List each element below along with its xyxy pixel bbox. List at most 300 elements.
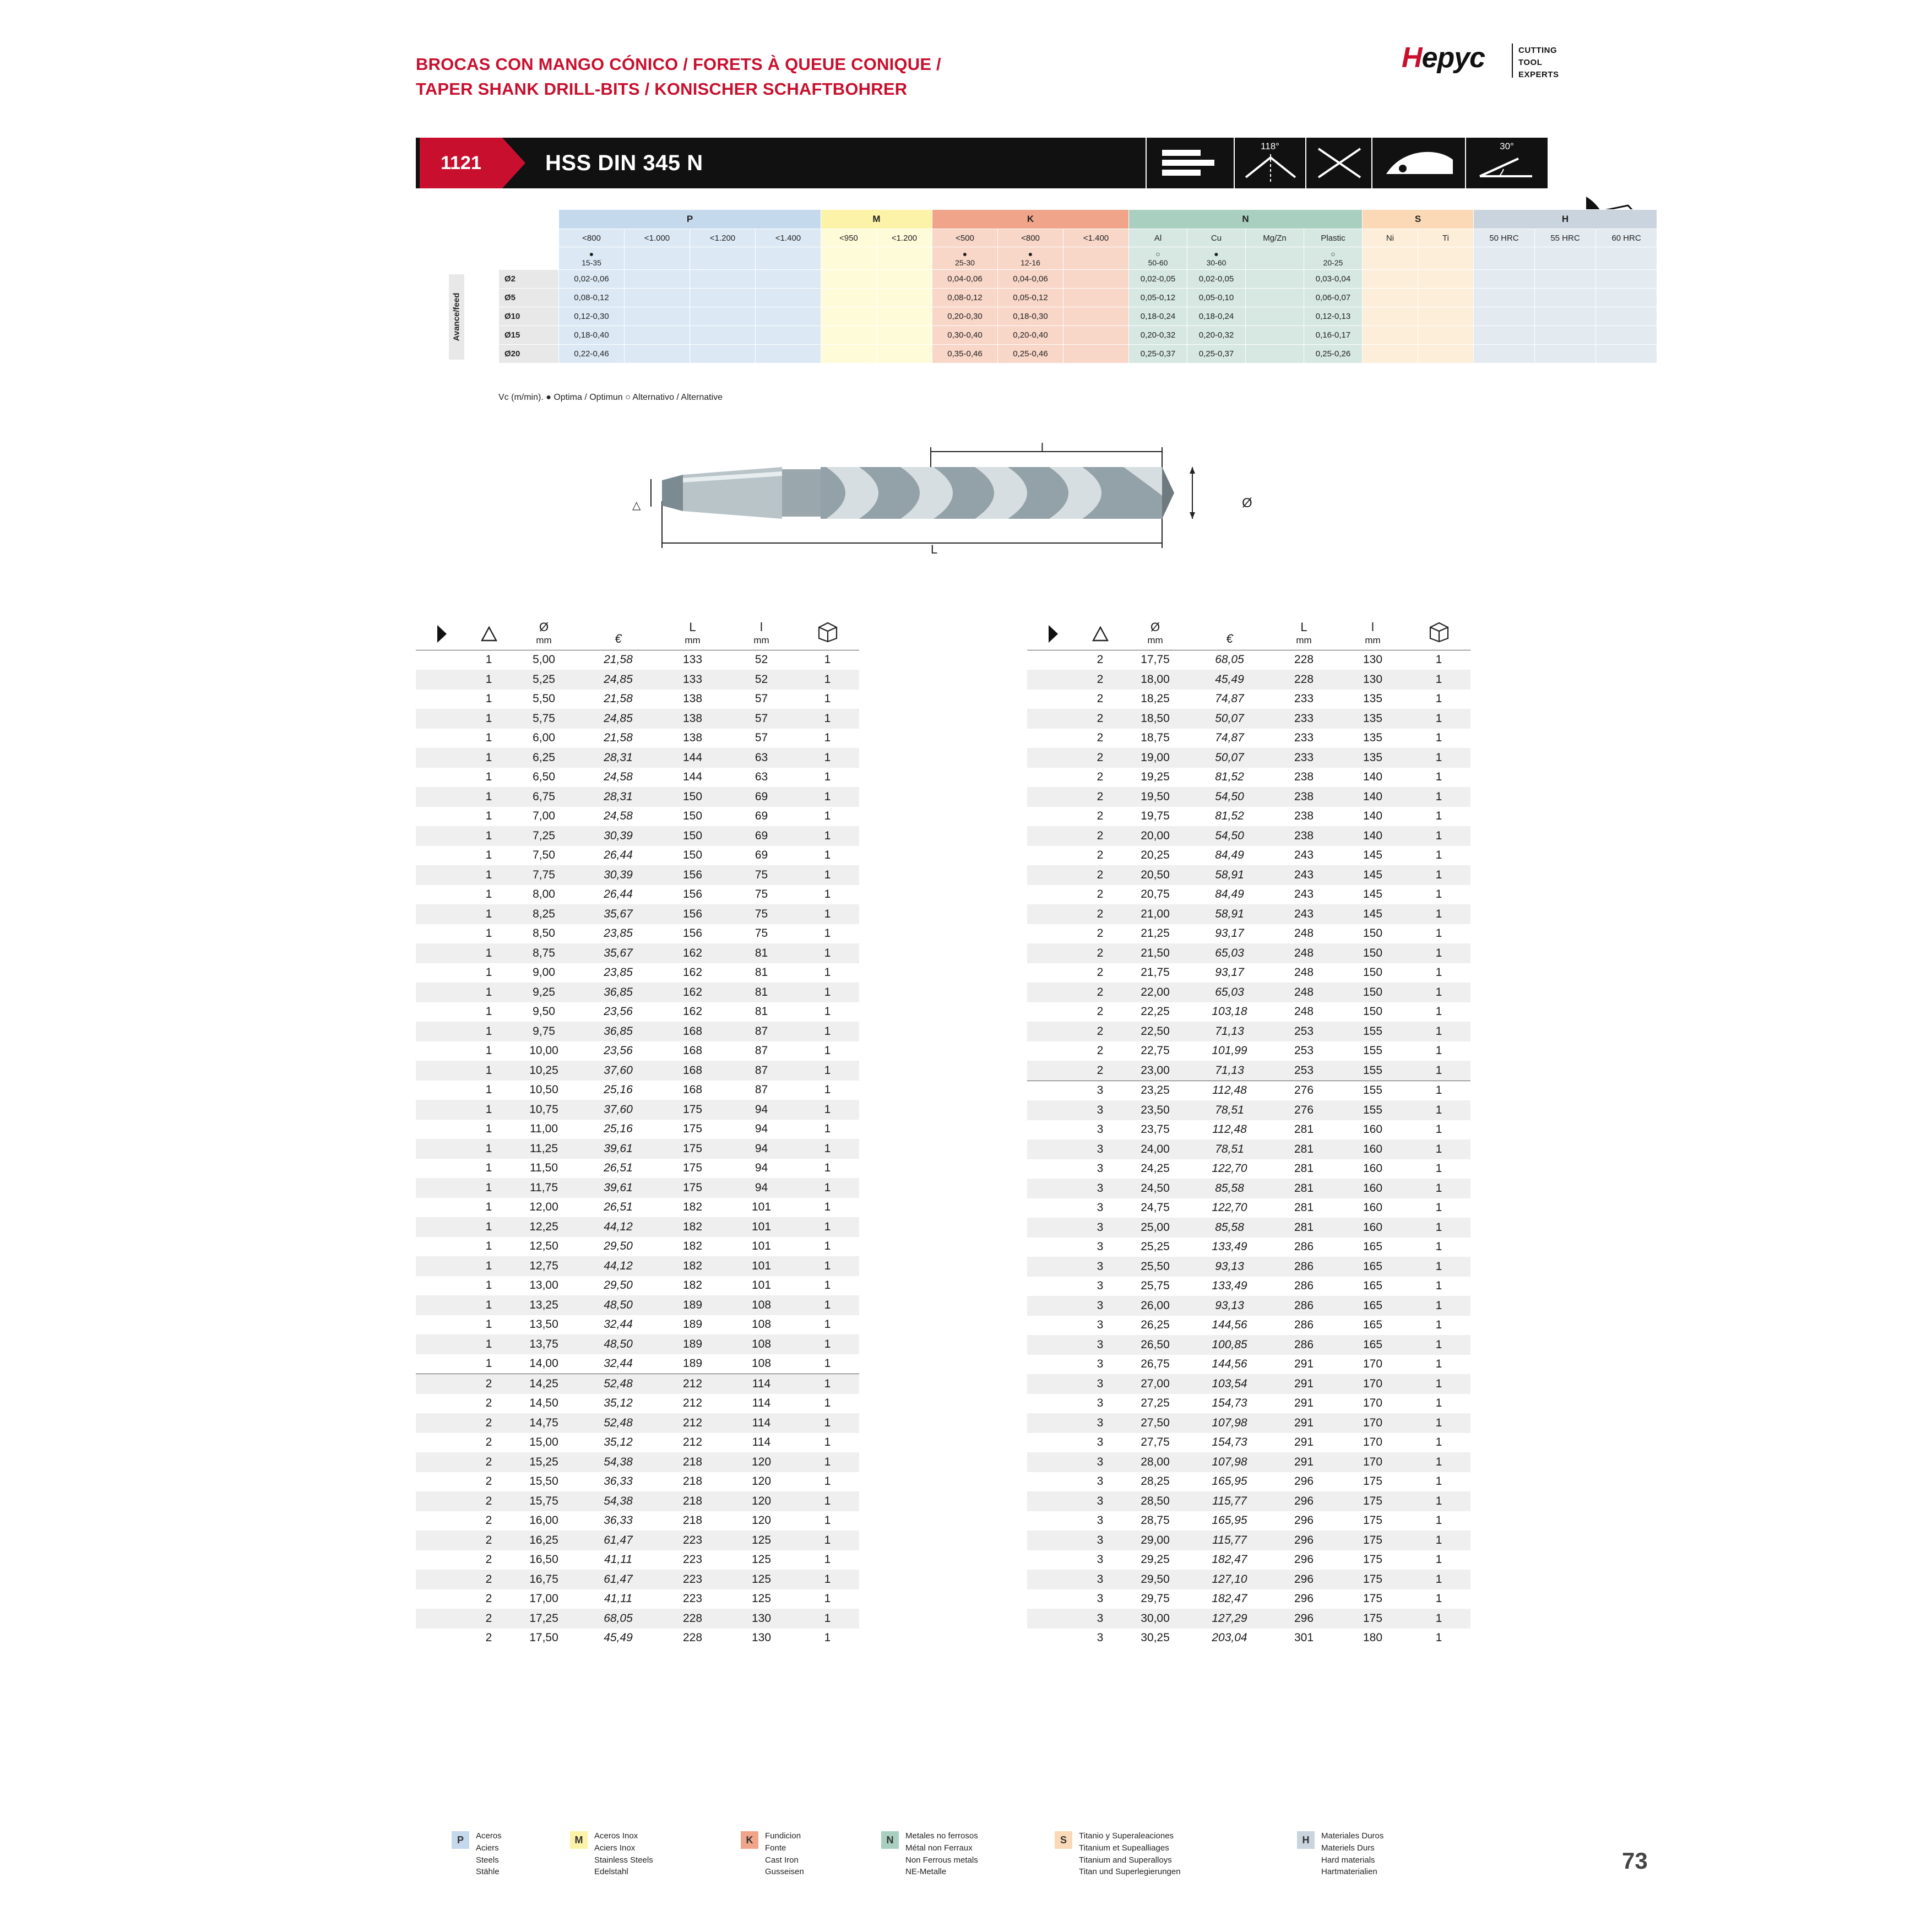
cell-length-total: 291 <box>1294 1358 1314 1371</box>
legend-text-N: Metales no ferrosos Métal non Ferraux Non Ferrous metals NE-Metalle <box>905 1831 978 1877</box>
row-spacer <box>416 1100 468 1120</box>
cell-diameter: 7,00 <box>533 810 555 823</box>
table-row <box>1027 1511 1470 1531</box>
table-row <box>416 1295 859 1315</box>
cell-price: 50,07 <box>1190 709 1269 729</box>
cell-morse: 3 <box>1097 1514 1104 1527</box>
cell-diameter: 17,50 <box>529 1631 558 1645</box>
table-row <box>416 943 859 963</box>
cell-price: 26,51 <box>604 1162 633 1175</box>
table-row <box>1027 1629 1470 1648</box>
cell-length-flute: 120 <box>727 1491 796 1511</box>
cell-pack-qty: 1 <box>1435 1631 1442 1645</box>
cell-morse: 3 <box>1097 1240 1104 1253</box>
cell-pack-qty: 1 <box>796 748 859 768</box>
cell-diameter: 5,50 <box>533 692 555 705</box>
cell-length-flute: 170 <box>1338 1452 1407 1472</box>
cell-pack-qty: 1 <box>1407 1257 1470 1277</box>
cell-length-flute: 94 <box>755 1122 768 1136</box>
cell-morse: 2 <box>468 1609 509 1629</box>
cell-morse: 1 <box>468 1334 509 1354</box>
cell-morse: 3 <box>1097 1358 1104 1371</box>
cell-price: 28,31 <box>578 787 658 807</box>
cell-diameter: 9,50 <box>533 1005 555 1018</box>
cell-diameter: 19,00 <box>1121 748 1190 768</box>
cell-length-flute: 57 <box>755 692 768 705</box>
cell-length-flute: 52 <box>727 670 796 690</box>
cell-length-total: 253 <box>1269 1061 1338 1081</box>
row-spacer <box>1027 787 1079 807</box>
cell-pack-qty: 1 <box>1435 1553 1442 1566</box>
cell-length-total: 276 <box>1269 1100 1338 1120</box>
cell-length-flute: 135 <box>1338 748 1407 768</box>
cell-length-flute: 101 <box>727 1256 796 1276</box>
cell-length-flute: 114 <box>752 1436 771 1449</box>
row-spacer <box>416 1570 468 1589</box>
row-spacer <box>1027 1433 1079 1453</box>
cell-length-total: 175 <box>658 1178 727 1198</box>
header-length-total: L mm <box>658 600 727 650</box>
cell-length-flute: 175 <box>1338 1531 1407 1550</box>
table-row <box>1027 1159 1470 1179</box>
cell-morse: 2 <box>1079 943 1121 963</box>
cell-pack-qty: 1 <box>1435 1436 1442 1449</box>
table-row <box>1027 1139 1470 1159</box>
cell-pack-qty: 1 <box>796 1354 859 1374</box>
row-spacer <box>1027 1609 1079 1629</box>
cell-pack-qty: 1 <box>796 904 859 924</box>
cell-pack-qty: 1 <box>1407 748 1470 768</box>
cell-morse: 1 <box>468 1022 509 1041</box>
cell-pack-qty: 1 <box>796 1570 859 1589</box>
table-row <box>1027 1355 1470 1375</box>
cell-price: 85,58 <box>1190 1179 1269 1198</box>
row-spacer <box>1027 1355 1079 1375</box>
cell-pack-qty: 1 <box>824 1318 831 1331</box>
cell-pack-qty: 1 <box>796 1295 859 1315</box>
row-spacer <box>1027 943 1079 963</box>
cell-length-flute: 175 <box>1363 1514 1383 1527</box>
cell-price: 35,67 <box>578 904 658 924</box>
cell-length-flute: 108 <box>727 1295 796 1315</box>
cell-price: 107,98 <box>1190 1413 1269 1433</box>
cell-price: 58,91 <box>1190 904 1269 924</box>
header-morse <box>1079 600 1121 650</box>
cell-length-total: 150 <box>682 849 703 862</box>
cell-morse: 3 <box>1097 1162 1104 1175</box>
cell-length-flute: 175 <box>1338 1491 1407 1511</box>
material-legend <box>452 1831 1773 1892</box>
table-row <box>416 1178 859 1198</box>
cell-diameter: 23,25 <box>1141 1084 1170 1097</box>
cell-diameter: 13,75 <box>509 1334 578 1354</box>
feed-axis-label: Avance/feed <box>449 274 464 360</box>
row-spacer <box>1027 650 1079 670</box>
table-row <box>416 670 859 690</box>
cell-morse: 2 <box>1097 849 1104 862</box>
drill-illustration <box>600 435 1272 567</box>
cell-length-flute: 155 <box>1338 1100 1407 1120</box>
cell-length-total: 218 <box>658 1452 727 1472</box>
cell-pack-qty: 1 <box>796 1139 859 1159</box>
cell-length-flute: 87 <box>727 1022 796 1041</box>
cell-pack-qty: 1 <box>1435 966 1442 979</box>
cell-length-total: 138 <box>682 692 703 705</box>
table-row <box>416 1374 859 1394</box>
row-spacer <box>416 1081 468 1100</box>
cell-pack-qty: 1 <box>1407 1413 1470 1433</box>
row-spacer <box>416 1295 468 1315</box>
cell-length-flute: 160 <box>1338 1179 1407 1198</box>
cell-morse: 2 <box>485 1436 492 1449</box>
cell-length-total: 253 <box>1269 1022 1338 1041</box>
cell-length-total: 144 <box>682 770 703 784</box>
cell-pack-qty: 1 <box>1407 1374 1470 1394</box>
cell-length-flute: 57 <box>755 731 768 745</box>
cell-morse: 2 <box>1097 731 1104 745</box>
cell-length-total: 218 <box>658 1491 727 1511</box>
cell-diameter: 10,00 <box>529 1044 558 1057</box>
cell-diameter: 6,50 <box>533 770 555 784</box>
table-row <box>416 1041 859 1061</box>
cell-price: 21,58 <box>604 731 633 745</box>
table-row <box>1027 1179 1470 1198</box>
legend-text-M: Aceros Inox Aciers Inox Stainless Steels Edelstahl <box>594 1831 653 1877</box>
table-row <box>416 709 859 729</box>
row-spacer <box>1027 1061 1079 1081</box>
cell-morse: 2 <box>1097 1044 1104 1057</box>
row-spacer <box>1027 1452 1079 1472</box>
cell-length-total: 223 <box>682 1553 703 1566</box>
cell-length-total: 168 <box>658 1022 727 1041</box>
materials-feed-row: Ø15 0,18-0,40 0,30-0,40 0,20-0,40 0,20-0,32 0,20-0,32 0,16-0,17 <box>499 326 1657 345</box>
cell-pack-qty: 1 <box>796 709 859 729</box>
cell-price: 68,05 <box>1215 653 1244 666</box>
table-row <box>416 1472 859 1492</box>
cell-price: 35,67 <box>578 943 658 963</box>
cell-price: 36,85 <box>578 1022 658 1041</box>
cell-length-flute: 160 <box>1363 1201 1383 1214</box>
row-spacer <box>1027 1120 1079 1140</box>
cell-price: 154,73 <box>1212 1397 1247 1410</box>
cell-diameter: 11,50 <box>530 1162 558 1175</box>
row-spacer <box>416 1237 468 1257</box>
cell-length-flute: 130 <box>751 1631 772 1645</box>
cell-length-total: 175 <box>682 1162 703 1175</box>
cell-diameter: 20,50 <box>1121 865 1190 885</box>
cell-length-flute: 130 <box>1338 670 1407 690</box>
table-row <box>416 1609 859 1629</box>
cell-price: 144,56 <box>1212 1318 1247 1332</box>
row-spacer <box>1027 748 1079 768</box>
table-row <box>416 1394 859 1414</box>
table-row <box>1027 1374 1470 1394</box>
cell-length-total: 296 <box>1294 1553 1314 1566</box>
cell-price: 65,03 <box>1190 943 1269 963</box>
cell-pack-qty: 1 <box>1407 1022 1470 1041</box>
cell-price: 127,10 <box>1190 1570 1269 1589</box>
cell-morse: 2 <box>485 1592 492 1605</box>
cell-length-flute: 125 <box>751 1592 772 1605</box>
cell-pack-qty: 1 <box>1435 1240 1442 1253</box>
cell-price: 144,56 <box>1212 1358 1247 1371</box>
cell-diameter: 8,00 <box>533 888 555 901</box>
row-spacer <box>1027 1531 1079 1550</box>
table-row <box>1027 983 1470 1002</box>
cell-length-flute: 69 <box>755 810 768 823</box>
cell-length-flute: 170 <box>1363 1358 1383 1371</box>
cell-diameter: 18,25 <box>1141 692 1170 705</box>
table-row <box>1027 1296 1470 1316</box>
cell-morse: 2 <box>1079 1022 1121 1041</box>
cell-diameter: 28,00 <box>1121 1452 1190 1472</box>
cell-pack-qty: 1 <box>1435 1005 1442 1018</box>
cell-length-flute: 101 <box>727 1217 796 1237</box>
cell-morse: 2 <box>1097 1005 1104 1018</box>
cell-price: 52,48 <box>578 1413 658 1433</box>
cell-pack-qty: 1 <box>796 1491 859 1511</box>
cell-morse: 1 <box>485 1005 492 1018</box>
cell-length-total: 162 <box>682 1005 703 1018</box>
table-row <box>416 1100 859 1120</box>
row-spacer <box>1027 1198 1079 1218</box>
cell-length-flute: 170 <box>1338 1413 1407 1433</box>
cell-morse: 1 <box>468 787 509 807</box>
cell-length-total: 253 <box>1294 1044 1314 1057</box>
row-spacer <box>416 748 468 768</box>
row-spacer <box>1027 1296 1079 1316</box>
cell-pack-qty: 1 <box>796 943 859 963</box>
cell-price: 29,50 <box>604 1240 633 1253</box>
row-spacer <box>416 1374 468 1394</box>
cell-length-total: 296 <box>1294 1514 1314 1527</box>
cell-pack-qty: 1 <box>1435 770 1442 784</box>
cell-length-flute: 160 <box>1363 1123 1383 1136</box>
row-spacer <box>1027 924 1079 944</box>
cell-length-total: 182 <box>682 1279 703 1292</box>
cell-length-total: 233 <box>1294 731 1314 745</box>
cell-diameter: 14,00 <box>509 1354 578 1374</box>
cell-length-total: 133 <box>658 670 727 690</box>
cell-diameter: 11,00 <box>530 1122 558 1136</box>
brand-logo-text: Hepyc <box>1402 42 1485 74</box>
cell-diameter: 24,25 <box>1141 1162 1170 1175</box>
cell-length-total: 286 <box>1294 1240 1314 1253</box>
cell-length-total: 248 <box>1294 927 1314 940</box>
product-table-left <box>416 600 859 1648</box>
cell-pack-qty: 1 <box>1435 653 1442 666</box>
cell-diameter: 20,25 <box>1141 849 1170 862</box>
cell-pack-qty: 1 <box>1407 1061 1470 1081</box>
row-spacer <box>1027 1511 1079 1531</box>
cell-pack-qty: 1 <box>1407 826 1470 846</box>
cell-length-flute: 160 <box>1338 1218 1407 1238</box>
cell-pack-qty: 1 <box>824 1436 831 1449</box>
cell-morse: 1 <box>468 1295 509 1315</box>
cell-length-total: 238 <box>1269 787 1338 807</box>
vc-legend-note: Vc (m/min). ● Optima / Optimun ○ Alternativo / Alternative <box>498 393 723 402</box>
cell-length-flute: 94 <box>755 1162 768 1175</box>
cell-price: 48,50 <box>578 1295 658 1315</box>
table-row <box>1027 885 1470 905</box>
row-spacer <box>1027 1277 1079 1296</box>
cell-price: 44,12 <box>578 1217 658 1237</box>
row-spacer <box>1027 709 1079 729</box>
row-spacer <box>416 885 468 905</box>
cell-diameter: 13,50 <box>529 1318 558 1331</box>
cell-length-flute: 101 <box>751 1279 772 1292</box>
cell-morse: 2 <box>1079 826 1121 846</box>
cell-morse: 1 <box>485 1318 492 1331</box>
cell-diameter: 10,25 <box>509 1061 578 1081</box>
cross-section-icon <box>1305 138 1371 188</box>
cell-pack-qty: 1 <box>1407 1218 1470 1238</box>
cell-price: 54,50 <box>1190 787 1269 807</box>
legend-swatch-P: P <box>452 1831 469 1849</box>
row-spacer <box>416 1198 468 1218</box>
table-row <box>1027 1100 1470 1120</box>
cell-pack-qty: 1 <box>1435 1044 1442 1057</box>
cell-length-total: 156 <box>658 904 727 924</box>
table-row <box>1027 1550 1470 1570</box>
cell-length-flute: 75 <box>755 927 768 940</box>
cell-length-total: 286 <box>1269 1296 1338 1316</box>
cell-morse: 2 <box>1079 1061 1121 1081</box>
cell-morse: 1 <box>485 692 492 705</box>
cell-pack-qty: 1 <box>824 1592 831 1605</box>
cell-diameter: 29,25 <box>1141 1553 1170 1566</box>
table-row <box>416 1570 859 1589</box>
table-row <box>416 963 859 983</box>
cell-pack-qty: 1 <box>1435 692 1442 705</box>
row-spacer <box>416 1276 468 1296</box>
cell-pack-qty: 1 <box>824 849 831 862</box>
cell-diameter: 26,50 <box>1121 1335 1190 1355</box>
cell-length-flute: 94 <box>727 1100 796 1120</box>
cell-diameter: 22,25 <box>1141 1005 1170 1018</box>
row-spacer <box>416 1061 468 1081</box>
cell-diameter: 27,50 <box>1121 1413 1190 1433</box>
cell-diameter: 21,25 <box>1141 927 1170 940</box>
cell-price: 84,49 <box>1215 849 1244 862</box>
cell-price: 103,18 <box>1212 1005 1247 1018</box>
cell-length-flute: 69 <box>755 849 768 862</box>
cell-morse: 3 <box>1079 1570 1121 1589</box>
cell-length-flute: 81 <box>727 983 796 1002</box>
header-arrow-icon <box>1027 600 1079 650</box>
cell-length-total: 168 <box>682 1083 703 1097</box>
cell-length-flute: 114 <box>752 1397 771 1410</box>
cell-diameter: 28,25 <box>1141 1475 1170 1488</box>
cell-length-flute: 94 <box>727 1178 796 1198</box>
cell-morse: 3 <box>1097 1397 1104 1410</box>
legend-text-K: Fundicion Fonte Cast Iron Gusseisen <box>765 1831 804 1877</box>
table-row <box>1027 1531 1470 1550</box>
cell-pack-qty: 1 <box>824 1397 831 1410</box>
cell-length-flute: 120 <box>727 1452 796 1472</box>
cell-diameter: 5,75 <box>509 709 578 729</box>
cell-length-total: 228 <box>682 1631 703 1645</box>
table-row <box>1027 1570 1470 1589</box>
cell-morse: 1 <box>468 1061 509 1081</box>
row-spacer <box>416 1217 468 1237</box>
cell-price: 165,95 <box>1212 1514 1247 1527</box>
cell-length-total: 296 <box>1269 1491 1338 1511</box>
cell-length-total: 291 <box>1269 1452 1338 1472</box>
cell-length-flute: 165 <box>1338 1335 1407 1355</box>
cell-pack-qty: 1 <box>1407 1335 1470 1355</box>
cell-diameter: 6,00 <box>533 731 555 745</box>
cell-morse: 1 <box>468 670 509 690</box>
cell-pack-qty: 1 <box>796 670 859 690</box>
row-spacer <box>416 670 468 690</box>
cell-diameter: 23,75 <box>1141 1123 1170 1136</box>
row-spacer <box>1027 904 1079 924</box>
cell-morse: 1 <box>485 653 492 666</box>
cell-diameter: 11,75 <box>509 1178 578 1198</box>
cell-length-total: 276 <box>1294 1084 1314 1097</box>
cell-pack-qty: 1 <box>1407 1609 1470 1629</box>
row-spacer <box>1027 1238 1079 1257</box>
cell-price: 71,13 <box>1190 1022 1269 1041</box>
cell-diameter: 29,75 <box>1141 1592 1170 1605</box>
cell-morse: 3 <box>1097 1436 1104 1449</box>
cell-length-flute: 165 <box>1338 1257 1407 1277</box>
table-row <box>1027 1238 1470 1257</box>
cell-diameter: 7,75 <box>509 865 578 885</box>
cell-length-flute: 180 <box>1363 1631 1383 1645</box>
cell-length-total: 301 <box>1294 1631 1314 1645</box>
cell-length-total: 162 <box>682 966 703 979</box>
cell-diameter: 17,00 <box>529 1592 558 1605</box>
row-spacer <box>416 865 468 885</box>
cell-pack-qty: 1 <box>824 1201 831 1214</box>
cell-diameter: 12,50 <box>529 1240 558 1253</box>
header-price: € <box>1190 600 1269 650</box>
cell-price: 32,44 <box>604 1318 633 1331</box>
cell-length-flute: 135 <box>1363 692 1383 705</box>
table-row <box>416 1354 859 1374</box>
cell-morse: 2 <box>1097 770 1104 784</box>
cell-morse: 2 <box>485 1397 492 1410</box>
cell-price: 25,16 <box>604 1083 633 1097</box>
header-price: € <box>578 600 658 650</box>
table-row <box>1027 865 1470 885</box>
cell-pack-qty: 1 <box>1435 731 1442 745</box>
cell-diameter: 6,75 <box>509 787 578 807</box>
header-pack <box>1407 600 1470 650</box>
cell-length-flute: 108 <box>727 1354 796 1374</box>
row-spacer <box>1027 846 1079 866</box>
cell-length-total: 243 <box>1294 849 1314 862</box>
cell-morse: 2 <box>485 1475 492 1488</box>
row-spacer <box>416 1256 468 1276</box>
cell-diameter: 17,75 <box>1141 653 1170 666</box>
cell-length-total: 212 <box>682 1397 703 1410</box>
row-spacer <box>416 1159 468 1179</box>
table-row <box>1027 690 1470 709</box>
cell-price: 52,48 <box>578 1374 658 1394</box>
cell-morse: 2 <box>468 1452 509 1472</box>
reference-arrow-icon <box>502 138 525 188</box>
cell-length-flute: 135 <box>1338 709 1407 729</box>
cell-price: 37,60 <box>578 1061 658 1081</box>
cell-pack-qty: 1 <box>796 1452 859 1472</box>
cell-length-flute: 140 <box>1338 787 1407 807</box>
cell-length-flute: 155 <box>1338 1061 1407 1081</box>
cell-pack-qty: 1 <box>1435 1123 1442 1136</box>
cell-length-flute: 52 <box>755 653 768 666</box>
